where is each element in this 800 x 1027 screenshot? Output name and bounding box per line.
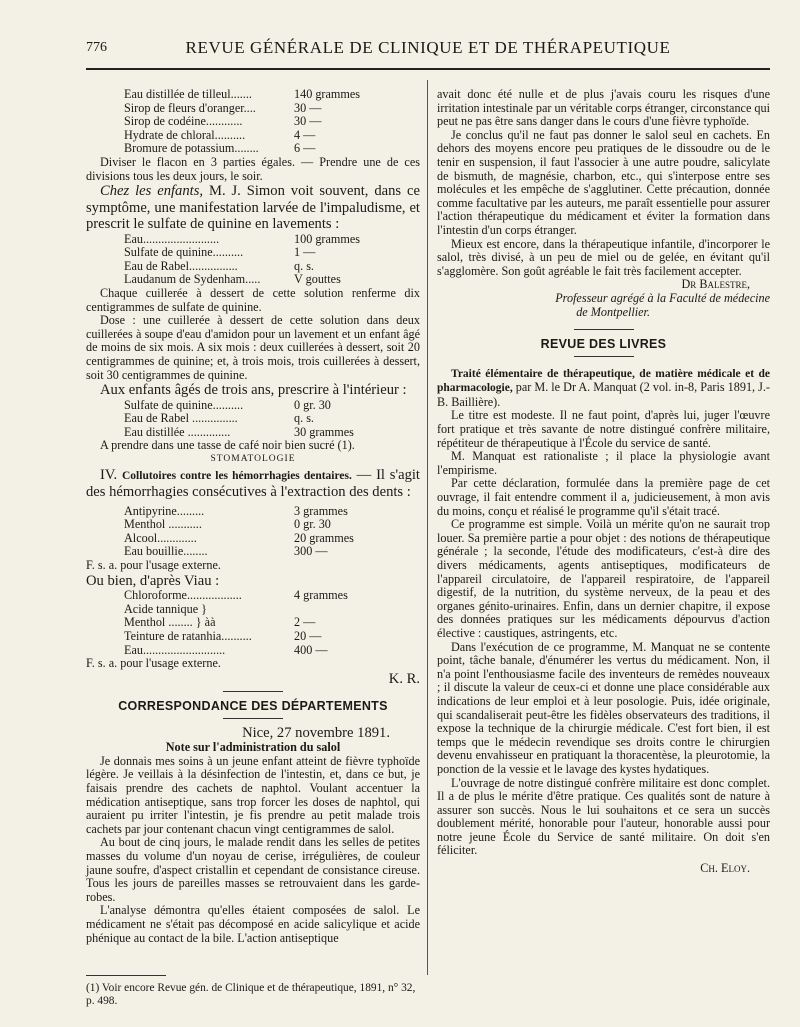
- journal-title: REVUE GÉNÉRALE DE CLINIQUE ET DE THÉRAPEUTIQUE: [185, 38, 671, 57]
- paragraph: avait donc été nulle et de plus j'avais couru les risques d'une irritation intestinale par un véritable corps étranger, circonstance qui peut ne pas être sans danger dans le cours d'une fièvre typhoïde.: [437, 87, 770, 129]
- paragraph: Je conclus qu'il ne faut pas donner le salol seul en cachets. En dehors des moyens encore peu pratiques de le dissoudre ou de le tenir en suspension, il faut l'associer à une autre poudre, salicylate de bismuth, de magnésie, charbon, etc., qui s'interpose entre ses molécules et les empêche de s'agglutiner. Cette précaution, donnée comme facultative par les auteurs, me paraît essentielle pour assurer l'action thérapeutique du médicament et éviter la formation dans l'intestin d'un corps étranger.: [437, 127, 770, 237]
- ingredient: Teinture de ratanhia..........: [124, 629, 252, 643]
- paragraph: L'analyse démontra qu'elles étaient composées de salol. Le médicament ne s'était pas décomposé en acide salicylique et acide phénique au contact de la bile. L'action antiseptique: [86, 903, 420, 945]
- letter-date: Nice, 27 novembre 1891.: [242, 724, 390, 741]
- author-title-line: Professeur agrégé à la Faculté de médecine: [555, 290, 770, 305]
- ingredient: Eau distillée de tilleul.......: [124, 88, 252, 101]
- ingredient: Sirop de codéine............: [124, 115, 243, 129]
- paragraph-text: M. J. Simon voit souvent, dans ce symptôme, une manifestation larvée de l'impaludisme, et prescrit le sulfate de quinine en lavements :: [86, 183, 420, 233]
- paragraph: F. s. a. pour l'usage externe.: [86, 656, 221, 671]
- paragraph: [86, 467, 420, 501]
- paragraph: Le titre est modeste. Il ne faut point, d'après lui, juger l'œuvre fort pratique et très savante de notre distingué confrère militaire, répétiteur de thérapeutique à l'École du service de santé.: [437, 408, 770, 450]
- prescription-row: [124, 129, 420, 143]
- paragraph: Au bout de cinq jours, le malade rendit dans les selles de petites masses du volume d'un noyau de cerise, irrégulières, de couleur jaune soufre, d'aspect cristallin et cependant de consistance cireuse. Tous les jours de pareilles masses se retrouvaient dans les garde-robes.: [86, 835, 420, 904]
- column-divider: [427, 80, 428, 975]
- ingredient: Laudanum de Sydenham.....: [124, 273, 261, 287]
- paragraph: L'ouvrage de notre distingué confrère militaire est donc complet. Il a de plus le mérite d'être pratique. Ces qualités sont de nature à assurer son succès. Nous le lui souhaitons et ce sera un succès doublement mérité, honorable pour l'auteur, honorable aussi pour notre jeune École du Service de santé militaire. On doit s'en féliciter.: [437, 775, 770, 858]
- paragraph: Aux enfants âgés de trois ans, prescrire à l'intérieur :: [100, 382, 407, 399]
- prescription-row: [124, 399, 420, 413]
- quantity: 20 —: [294, 628, 322, 643]
- header-rule: [86, 68, 770, 70]
- prescription-row: [124, 616, 420, 630]
- prescription-row: [124, 102, 420, 116]
- divider: [574, 329, 634, 330]
- prescription-row: [124, 518, 420, 532]
- quantity: 1 —: [294, 245, 316, 260]
- ingredient: Menthol ........ } àà: [124, 616, 216, 630]
- prescription-row: [124, 273, 420, 287]
- paragraph: [86, 183, 420, 233]
- quantity: 4 grammes: [294, 588, 348, 603]
- prescription-4: [124, 505, 420, 559]
- right-column: [437, 88, 770, 876]
- signature: K. R.: [388, 670, 420, 687]
- paragraph: Diviser le flacon en 3 parties égales. — Prendre une de ces divisions tous les deux jours, le soir.: [86, 154, 420, 183]
- author-title: [437, 292, 770, 306]
- quantity: 300 —: [294, 544, 328, 559]
- running-header: [86, 36, 770, 62]
- prescription-row: [124, 545, 420, 559]
- prescription-row: [124, 532, 420, 546]
- paragraph: Dose : une cuillerée à dessert de cette solution dans deux cuillerées à soupe d'eau d'amidon pour un lavement et un enfant âgé de moins de six mois. A six mois : deux cuillerées à dessert, soit 20 centigrammes de quinine; et, à trois mois, trois cuillerées à dessert, soit 30 centigrammes de quinine.: [86, 313, 420, 382]
- ingredient: Eau...........................: [124, 643, 226, 657]
- signature: Ch. Eloy.: [700, 861, 750, 876]
- author-place: [437, 306, 770, 320]
- prescription-row: [124, 260, 420, 274]
- article-title: Note sur l'administration du salol: [165, 740, 341, 755]
- prescription-row: [124, 589, 420, 603]
- quantity: 3 grammes: [294, 503, 348, 518]
- section-number: IV.: [100, 466, 118, 483]
- quantity: [294, 603, 420, 617]
- quantity: 0 gr. 30: [294, 397, 331, 412]
- divider: [223, 718, 283, 719]
- ingredient: Chloroforme..................: [124, 589, 242, 603]
- subsection-title: Collutoires contre les hémorrhagies dentaires.: [122, 469, 352, 482]
- divider: [574, 356, 634, 357]
- prescription-row: [124, 630, 420, 644]
- paragraph: Je donnais mes soins à un jeune enfant atteint de fièvre typhoïde légère. Je veillais à la désinfection de l'intestin, et, dans ce but, je faisais prendre des cachets de naphtol. Voulant accentuer la médication antiseptique, sans trop forcer les doses de naphtol, qui auraient pu irriter l'intestin, je fis prendre au petit malade trois cachets par jour contenant chacun vingt centigrammes de salol.: [86, 753, 420, 836]
- ingredient: Eau de Rabel................: [124, 259, 238, 273]
- quantity: q. s.: [294, 258, 314, 273]
- signature: Dr Balestre,: [681, 277, 750, 292]
- paragraph: Ce programme est simple. Voilà un mérite qu'on ne saurait trop louer. Sa première partie a pour objet : des notions de thérapeutique générale ; la seconde, l'étude des modificateurs, c'est-à dire des divers médicaments, agents antiseptiques, modificateurs de l'appareil circulatoire, de l'appareil respiratoire, de l'appareil digestif, de la nutrition, du système nerveux, de la peau et des organes génito-urinaires. Enfin, dans un dernier chapitre, il expose des données pratiques sur les médicaments dépourvus d'action élective : caustiques, astringents, etc.: [437, 517, 770, 640]
- quantity: 0 gr. 30: [294, 517, 331, 532]
- quantity: 400 —: [294, 642, 328, 657]
- prescription-row: [124, 644, 420, 658]
- left-column: [86, 88, 420, 945]
- paragraph: Par cette déclaration, formulée dans la première page de cet ouvrage, il fait entendre comment il a, judicieusement, à mon avis du moins, conçu et réalisé le programme qu'il s'était tracé.: [437, 476, 770, 518]
- italic-lead: Chez les enfants,: [100, 183, 204, 200]
- book-details: par M. le Dr A. Manquat (2 vol. in-8, Paris 1891, J.-B. Baillière).: [437, 380, 770, 409]
- prescription-1: [124, 88, 420, 156]
- divider: [223, 691, 283, 692]
- prescription-row: [124, 426, 420, 440]
- paragraph: F. s. a. pour l'usage externe.: [86, 558, 221, 573]
- paragraph: Mieux est encore, dans la thérapeutique infantile, d'incorporer le salol, très divisé, à un peu de miel ou de gelée, en évitant qu'il s'agglomère. Son goût agréable le fait très facilement accepter.: [437, 236, 770, 278]
- book-title: Traité élémentaire de thérapeutique, de matière médicale et de pharmacologie,: [437, 367, 770, 395]
- quantity: 20 grammes: [294, 530, 354, 545]
- section-heading: CORRESPONDANCE DES DÉPARTEMENTS: [118, 699, 388, 714]
- quantity: 30 —: [294, 114, 322, 129]
- footnote: (1) Voir encore Revue gén. de Clinique et de thérapeutique, 1891, n° 32, p. 498.: [86, 982, 416, 1007]
- quantity: 140 grammes: [294, 87, 361, 101]
- prescription-row: [124, 115, 420, 129]
- ingredient: Antipyrine.........: [124, 504, 205, 518]
- prescription-row: [124, 246, 420, 260]
- prescription-3: [124, 399, 420, 440]
- quantity: 2 —: [294, 615, 316, 630]
- prescription-5: [124, 589, 420, 657]
- section-heading: REVUE DES LIVRES: [540, 337, 667, 352]
- ingredient: Eau bouillie........: [124, 545, 208, 559]
- book-citation: [437, 367, 770, 410]
- ingredient: Eau de Rabel ...............: [124, 412, 238, 426]
- quantity: 6 —: [294, 141, 316, 156]
- prescription-row: [124, 88, 420, 102]
- quantity: q. s.: [294, 411, 314, 426]
- paragraph: Ou bien, d'après Viau :: [86, 572, 220, 589]
- ingredient: Eau distillée ..............: [124, 425, 231, 439]
- ingredient: Hydrate de chloral..........: [124, 128, 246, 142]
- ingredient: Sulfate de quinine..........: [124, 398, 244, 412]
- ingredient: Eau.........................: [124, 232, 220, 246]
- quantity: 30 —: [294, 100, 322, 115]
- prescription-2: [124, 233, 420, 287]
- ingredient: Bromure de potassium........: [124, 142, 259, 156]
- quantity: 100 grammes: [294, 231, 361, 246]
- section-label: STOMATOLOGIE: [210, 454, 296, 465]
- paragraph-text: — Il s'agit des hémorrhagies consécutives à l'extraction des dents :: [86, 466, 420, 501]
- paragraph: Chaque cuillerée à dessert de cette solution renferme dix centigrammes de sulfate de quinine.: [86, 286, 420, 314]
- quantity: V gouttes: [294, 272, 341, 287]
- ingredient: Sirop de fleurs d'oranger....: [124, 101, 256, 115]
- author-title-line: de Montpellier.: [576, 304, 650, 319]
- prescription-row: [124, 505, 420, 519]
- ingredient: Acide tannique }: [124, 602, 208, 616]
- ingredient: Alcool.............: [124, 531, 197, 545]
- quantity: 30 grammes: [294, 424, 354, 439]
- prescription-row: [124, 233, 420, 247]
- prescription-row: [124, 603, 420, 617]
- quantity: 4 —: [294, 127, 316, 142]
- ingredient: Menthol ...........: [124, 518, 202, 532]
- paragraph: M. Manquat est rationaliste ; il place la physiologie avant l'empirisme.: [437, 449, 770, 477]
- ingredient: Sulfate de quinine..........: [124, 246, 244, 260]
- page-number: 776: [86, 40, 107, 55]
- prescription-row: [124, 412, 420, 426]
- footnote-rule: [86, 975, 166, 976]
- paragraph: Dans l'exécution de ce programme, M. Manquat ne se contente point, tâche banale, d'énumérer les vertus du médicament. Non, il n'a point l'enthousiasme facile des inventeurs de remèdes nouveaux ; il discute la valeur de ceux-ci et donne une place considérable aux indications de leur emploi et à leur posologie. Puis, idée originale, qui scandaliserait peut-être les fidèles observateurs des traditions, il expose la technique de la chirurgie médicale. C'est fort bien, il est temps que le médecin revendique ses droits contre le chirurgien devenu envahisseur en pratiquant la thoracentèse, la pleurotomie, la ponction de la vessie et le lavage des kystes hydatiques.: [437, 639, 770, 776]
- paragraph: A prendre dans une tasse de café noir bien sucré (1).: [100, 438, 355, 453]
- prescription-row: [124, 142, 420, 156]
